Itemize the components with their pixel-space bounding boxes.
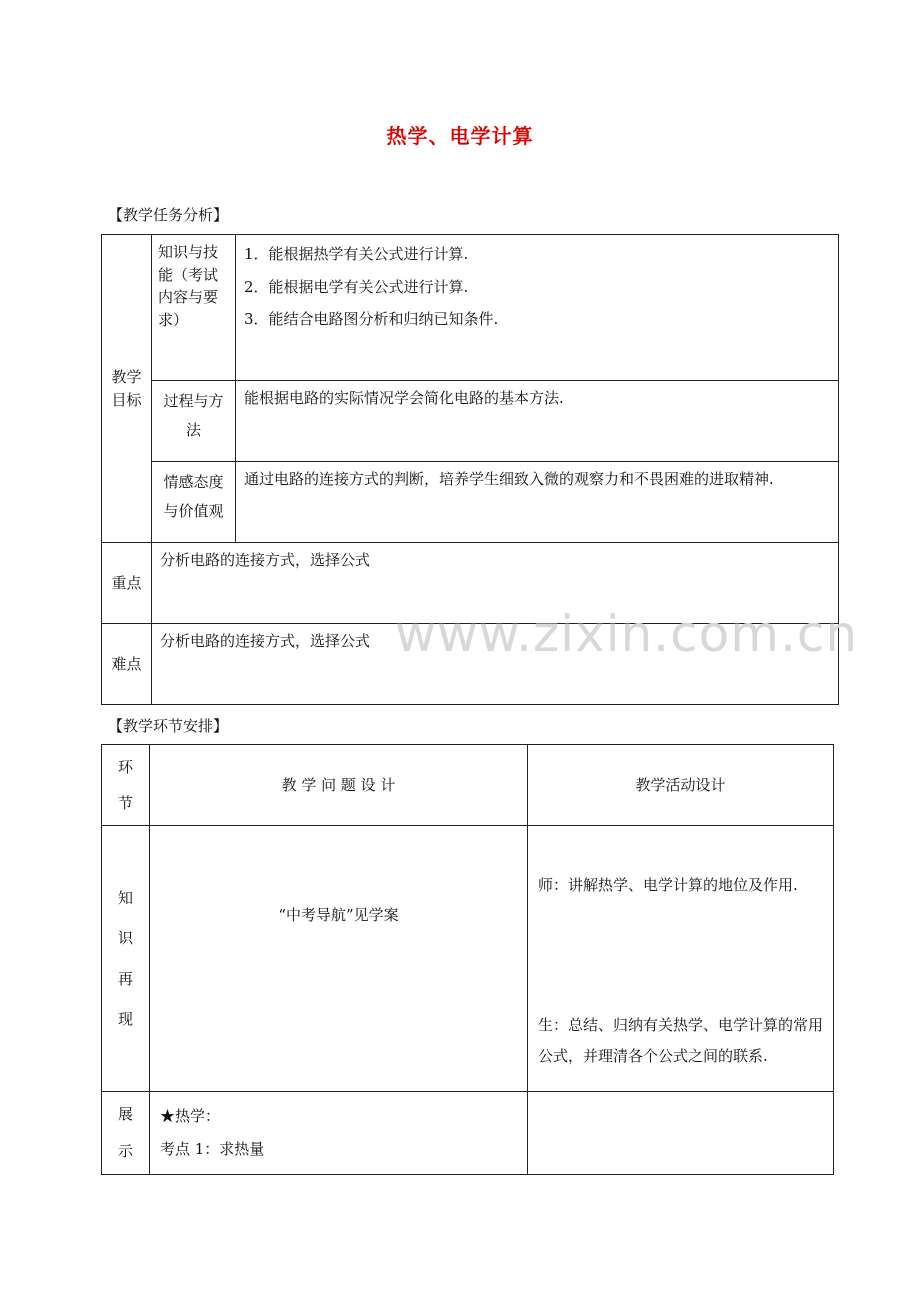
process-text: 能根据电路的实际情况学会简化电路的基本方法.: [236, 381, 839, 462]
row2-line2: 考点 1：求热量: [160, 1140, 265, 1158]
teacher-note: 师：讲解热学、电学计算的地位及作用.: [538, 876, 798, 894]
head-activity: 教学活动设计: [528, 745, 834, 826]
task-analysis-table: [101, 234, 839, 705]
knowledge-item: 3．能结合电路图分析和归纳已知条件.: [244, 310, 499, 328]
row1-design: “中考导航”见学案: [150, 826, 528, 1092]
knowledge-items: [236, 235, 839, 381]
knowledge-item: 2．能根据电学有关公式进行计算.: [244, 277, 469, 296]
student-note: 生：总结、归纳有关热学、电学计算的常用公式，并理清各个公式之间的联系.: [538, 1015, 824, 1065]
watermark: www.zixin.com.cn: [395, 605, 859, 663]
key-label: 重点: [102, 543, 152, 624]
head-design: 教 学 问 题 设 计: [150, 745, 528, 826]
goal-label: 教学目标: [102, 235, 152, 543]
row1-stage: 知识再现: [102, 826, 150, 1092]
difficult-label: 难点: [102, 624, 152, 705]
key-text: 分析电路的连接方式，选择公式: [152, 543, 839, 624]
section-task-analysis: 【教学任务分析】: [108, 206, 229, 224]
emotion-label: 情感态度与价值观: [152, 462, 236, 543]
section-teaching-steps: 【教学环节安排】: [108, 717, 229, 735]
emotion-text: 通过电路的连接方式的判断，培养学生细致入微的观察力和不畏困难的进取精神.: [236, 462, 839, 543]
knowledge-item: 1．能根据热学有关公式进行计算.: [244, 245, 469, 263]
process-label: 过程与方法: [152, 381, 236, 462]
row2-design: [150, 1092, 528, 1175]
row2-line1: ★热学：: [160, 1107, 221, 1125]
head-stage: 环节: [102, 745, 150, 826]
row1-activity: [528, 826, 834, 1092]
row2-stage: 展示: [102, 1092, 150, 1175]
difficult-text: 分析电路的连接方式，选择公式: [152, 624, 839, 705]
document-title: 热学、电学计算: [386, 124, 534, 148]
teaching-steps-table: [101, 744, 834, 1175]
row2-activity: [528, 1092, 834, 1175]
knowledge-label: 知识与技能（考试内容与要求）: [152, 235, 236, 381]
